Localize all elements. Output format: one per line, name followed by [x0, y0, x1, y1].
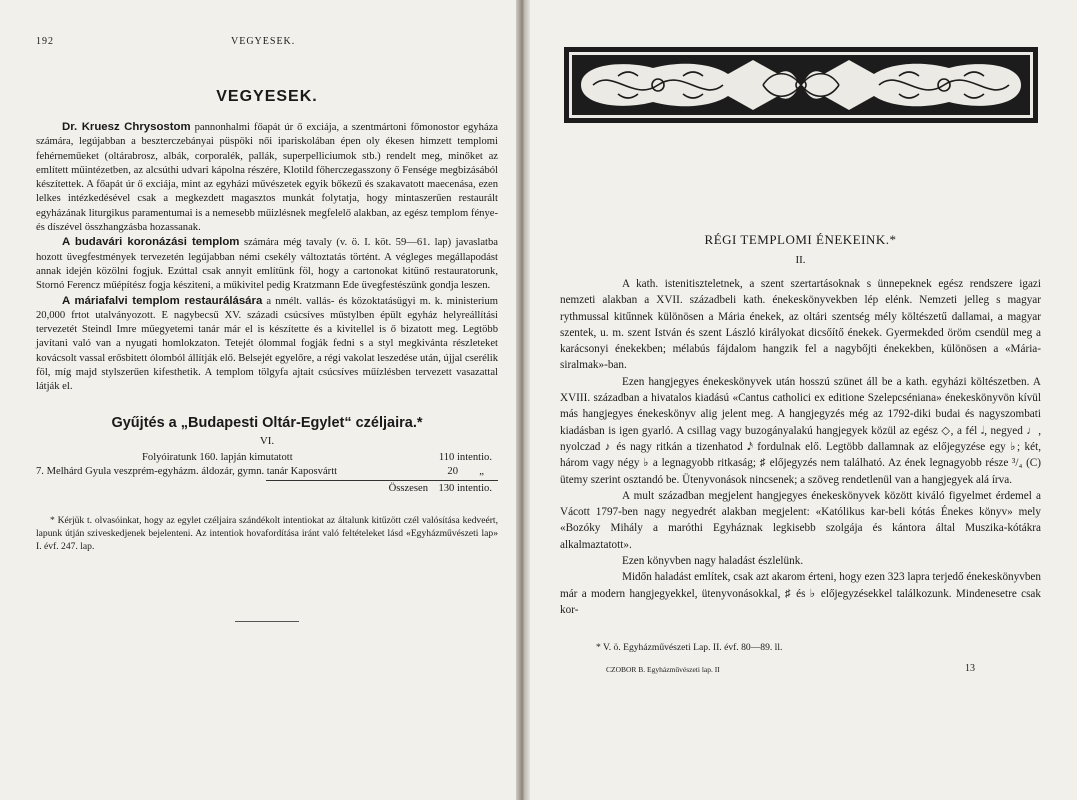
- right-page: [522, 0, 1077, 800]
- paragraph-text: pannonhalmi főapát úr ő exciája, a szentmártoni főmonostor egyháza számára, legújabban a beszterczebányai püspöki női ipariskolában épen oly ékesen himzett templomi fehérneműeket (oltárabrosz, albák, corporalék, pallák, superpelliciumok stb.) rendelt meg, minőket az említett műintézetben, az alcsúthi udvari kápolna részére, Klotild főherczegasszony ő Fensége megbizásából készítettek. A főapát úr ő exciája, mint az egyházi művészetek egyik bőkezű és szakavatott maecenása, ezen lelkes intézkedésével csak a megkezdett magasztos munkát folytatja, hogy mintaszerűen restaurált egyházának liturgikus paramentumai is a nemesebb műizlésnek megfelelő alakban, az egész templom fénye- és díszével összhangzásba hozassanak.: [36, 122, 498, 234]
- left-page: [0, 0, 522, 800]
- paragraph-text: Ezen hangjegyes énekeskönyvek után hosszú szünet áll be a kath. egyházi költészetben. A XVIII. században a hivatalos kiadású «Cantus catholici ex editione Szelepcséniana» énekeskönyvön kívül más hangjegyes énekeskönyv alig jelent meg. A hangjegyzés még az 1792-diki budai és nagyszombati kiadásban is igen gyarló. A csillag vagy buzogányalakú hangjegyek közül az egész ◇, a fél 𝅗𝅥, negyed ♩, nyolczad ♪ és nagy ritkán a tizenhatod 𝅘𝅥𝅯 fordulnak elő. Legtöbb dallamnak az előjegyzése egy ♭; két, három vagy négy ♭ a legnagyobb ritkaság; ♯ előjegyzés nem található. Az ének legnagyobb része ³/₄ (C) ütemy szerint osztandó be. Ütenyvonások nincsenek; a szöveg rendetlenül van a hangjegyek alá írva.: [560, 375, 1041, 486]
- running-title: VEGYESEK.: [231, 36, 296, 47]
- total-label: Összesen: [388, 482, 428, 494]
- ditto-mark: „: [479, 465, 484, 477]
- running-head: [36, 36, 498, 50]
- section-title: VEGYESEK.: [216, 88, 318, 105]
- donation-amount: 20: [447, 465, 458, 477]
- subsection-number: VI.: [259, 434, 275, 447]
- donation-row: [36, 451, 498, 465]
- subsection-title: Gyűjtés a „Budapesti Oltár-Egylet“ czéljaira.*: [111, 414, 423, 431]
- footnote: [36, 514, 498, 553]
- paragraph-1: [560, 276, 1041, 374]
- donation-text: Folyóiratunk 160. lapján kimutatott: [142, 451, 293, 463]
- total-amount: 130 intentio.: [438, 482, 492, 494]
- footnote: * V. ö. Egyházművészeti Lap. II. évf. 80—89. ll.: [596, 642, 783, 654]
- article-part-number: II.: [795, 254, 806, 266]
- sum-rule: [266, 480, 498, 481]
- paragraph-kruesz: [36, 120, 498, 235]
- paragraph-3: [560, 488, 1041, 553]
- paragraph-lead: A máriafalvi templom restaurálására: [62, 294, 263, 307]
- page-number: 192: [36, 36, 54, 47]
- donation-text: 7. Melhárd Gyula veszprém-egyházm. áldozár, gymn. tanár Kaposvártt: [36, 465, 338, 477]
- book-gutter: [516, 0, 530, 800]
- paragraph-2: [560, 374, 1041, 488]
- paragraph-budavari: [36, 235, 498, 293]
- end-rule: [235, 621, 299, 622]
- page-footer: [560, 663, 1041, 677]
- paragraph-text: számára még tavaly (v. ö. I. köt. 59—61. lap) javaslatba hozott üvegfestmények tervezetén legújabban némi csekély változtatás történt. A végleges megállapodást annak idején közölni fogjuk. Ezúttal csak annyit említünk föl, hogy a cartonokat kitünő restauratorunk, Stornó Ferencz műépítész fogja késziteni, a műkivitel pedig Kratzmann Ede üvegfestészünk gondja leszen.: [36, 237, 498, 292]
- footnote-text: * Kérjük t. olvasóinkat, hogy az egylet czéljaira szándékolt intentiokat az általunk kitűzött czél valósítása kedveért, lapunk útján sziveskedjenek bejelenteni. Az intentiok hovafordítása iránt való feltételeket lásd «Egyházművészeti lap» I. évf. 247. lap.: [36, 514, 498, 552]
- paragraph-text: Midőn haladást említek, csak azt akarom érteni, hogy ezen 323 lapra terjedő énekeskönyvben már a modern hangjegyekkel, ütenyvonásokkal, ♯ és ♭ előjegyzésekkel találkozunk. Mindenesetre csak kor-: [560, 571, 1041, 616]
- paragraph-mariafalvi: [36, 294, 498, 395]
- paragraph-4: [560, 553, 1041, 569]
- paragraph-text: a nmélt. vallás- és közoktatásügyi m. k. ministerium 20,000 frtot utalványozott. E nagybecsű XV. századi csúcsíves műstylben épült egyház helyreállítási tervezetét Steindl Imre műegyetemi tanár már el is készítette és a kivitellel is ő bizatott meg. Legtöbb javítani való van a nyugati homlokzaton. Tetejét ólommal fogják fedni s a styl megkivánta részleteket kovácsolt vassal erősbitett ólomból állítják elő. Belsejét egyelőre, a régi vakolat leszedése után, újjal cserélik föl, míg majd stylszerűen kifesthetik. A templom tölgyfa ajtait csúcsíves műízlésben tervezett vasazattal látják el.: [36, 295, 498, 393]
- paragraph-text: Ezen könyvben nagy haladást észlelünk.: [622, 555, 804, 568]
- donation-row: [36, 465, 498, 479]
- paragraph-5: [560, 569, 1041, 618]
- paragraph-lead: Dr. Kruesz Chrysostom: [62, 121, 191, 133]
- article-title: RÉGI TEMPLOMI ÉNEKEINK.*: [704, 232, 897, 247]
- paragraph-lead: A budavári koronázási templom: [62, 236, 240, 249]
- signature-line: CZOBOR B. Egyházművészeti lap. II: [606, 665, 720, 675]
- total-row: [36, 482, 498, 496]
- donation-amount: 110 intentio.: [438, 451, 492, 463]
- paragraph-text: A kath. istenitiszteletnek, a szent szertartásoknak s ünnepeknek egész rendszere igazi nemzeti alakban a XVII. századbeli kath. énekeskönyvekben lép elénk. Nemzeti jelleg s magyar rythmussal kitűnnek különösen a Mária énekek, az oltári szentség mély költészetű dallamai, a magyar szentek, u. m. szent István és szent László királyokat dicsőítő énekek. Gyermekded öröm csendül meg a karácsonyi énekekben; mélabús fájdalom hangzik fel a nagybőjti énekekben, különösen a «Mária-siralmak»-ban.: [560, 278, 1041, 372]
- ornamental-headpiece: [563, 46, 1039, 124]
- page-number: 13: [965, 663, 975, 675]
- paragraph-text: A mult században megjelent hangjegyes énekeskönyvek között kiváló figyelmet érdemel a Vácott 1797-ben nagy negyedrét alakban megjelent: «Katólikus kar-beli kótás Énekes könyv» mely «Bozóky Mihály a maróthi Egyháznak legkisebb szolgája és kántora által Muszika-kótákra alkalmaztatott».: [560, 489, 1041, 551]
